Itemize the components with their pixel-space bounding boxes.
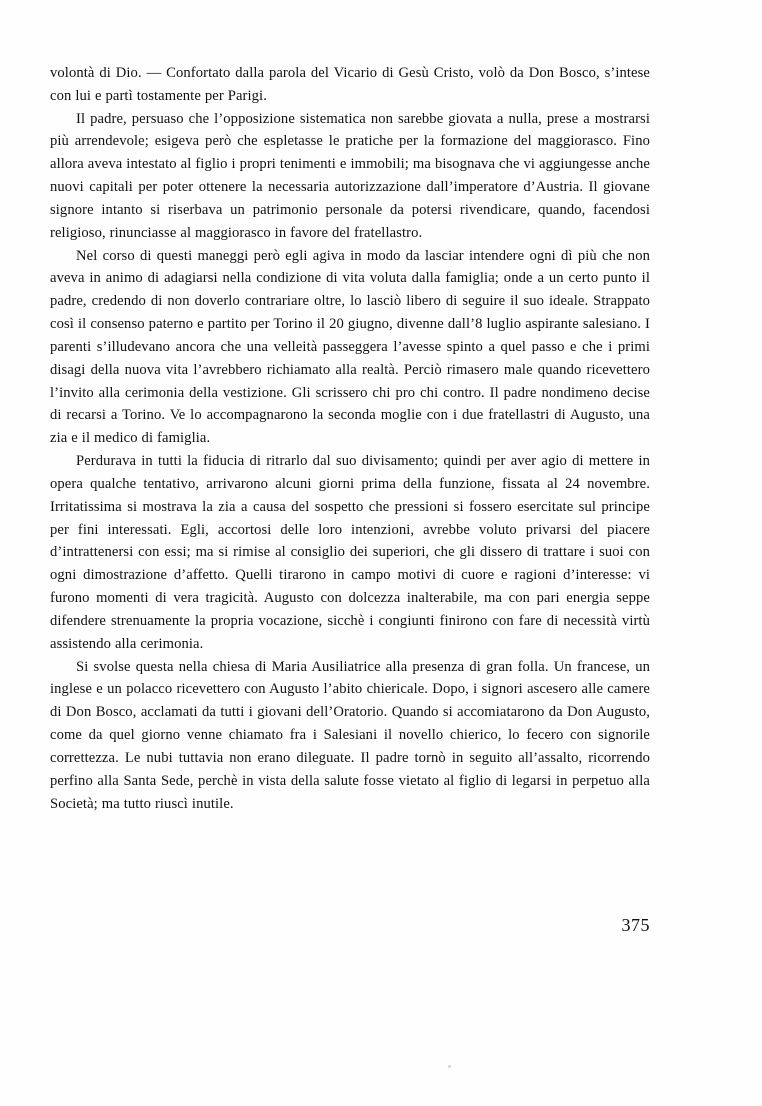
paragraph-2: Il padre, persuaso che l’opposizione sistematica non sarebbe giovata a nulla, prese a mostrarsi più arrendevole; esigeva però che espletasse le pratiche per la formazione del maggiorasco. Fino allora aveva intestato al figlio i propri tenimenti e immobili; ma bisognava che vi aggiungesse anche nuovi capitali per poter ottenere la necessaria autorizzazione dall’imperatore d’Austria. Il giovane signore intanto si riserbava un patrimonio personale da potersi rivendicare, quando, facendosi religioso, rinunciasse al maggiorasco in favore del fratellastro. <box>50 110 650 241</box>
paragraph-5: Si svolse questa nella chiesa di Maria Ausiliatrice alla presenza di gran folla. Un francese, un inglese e un polacco ricevettero con Augusto l’abito chiericale. Dopo, i signori ascesero alle camere di Don Bosco, acclamati da tutti i giovani dell’Oratorio. Quando si accomiatarono da Don Augusto, come da quel giorno venne chiamato fra i Salesiani il novello chierico, lo fecero con signorile correttezza. Le nubi tuttavia non erano dileguate. Il padre tornò in seguito all’assalto, ricorrendo perfino alla Santa Sede, perchè in vista della salute fosse vietato al figlio di legarsi in perpetuo alla Società; ma tutto riuscì inutile. <box>50 658 650 812</box>
paragraph-4: Perdurava in tutti la fiducia di ritrarlo dal suo divisamento; quindi per aver agio di mettere in opera qualche tentativo, arrivarono alcuni giorni prima della funzione, fissata al 24 novembre. Irritatissima si mostrava la zia a causa del sospetto che pressioni si fossero esercitate sul principe per fini interessati. Egli, accortosi delle loro intenzioni, avrebbe voluto privarsi del piacere d’intrattenersi con essi; ma si rimise al consiglio dei superiori, che gli dissero di trattare i suoi con ogni dimostrazione d’affetto. Quelli tirarono in campo motivi di cuore e ragioni d’interesse: vi furono momenti di vera tragicità. Augusto con dolcezza inalterabile, ma con pari energia seppe difendere strenuamente la propria vocazione, sicchè i congiunti finirono con fare di necessità virtù assistendo alla cerimonia. <box>50 453 650 652</box>
paragraph-3: Nel corso di questi maneggi però egli agiva in modo da lasciar intendere ogni dì più che non aveva in animo di adagiarsi nella condizione di vita voluta dalla famiglia; onde a un certo punto il padre, credendo di non doverlo contrariare oltre, lo lasciò libero di seguire il suo ideale. Strappato così il consenso paterno e partito per Torino il 20 giugno, divenne dall’8 luglio aspirante salesiano. I parenti s’illudevano ancora che una velleità passeggera l’avesse spinto a quel passo e che i primi disagi della nuova vita l’avrebbero richiamato alla realtà. Perciò rimasero male quando ricevettero l’invito alla cerimonia della vestizione. Gli scrissero chi pro chi contro. Il padre nondimeno decise di recarsi a Torino. Ve lo accompagnarono la seconda moglie con i due fratellastri di Augusto, una zia e il medico di famiglia. <box>50 247 650 447</box>
page-number: 375 <box>621 915 650 935</box>
paragraph-1: volontà di Dio. — Confortato dalla parola del Vicario di Gesù Cristo, volò da Don Bosco, s’intese con lui e partì tostamente per Parigi. <box>50 65 650 104</box>
body-text-column <box>50 62 650 815</box>
footer-mark-icon <box>448 1065 451 1068</box>
